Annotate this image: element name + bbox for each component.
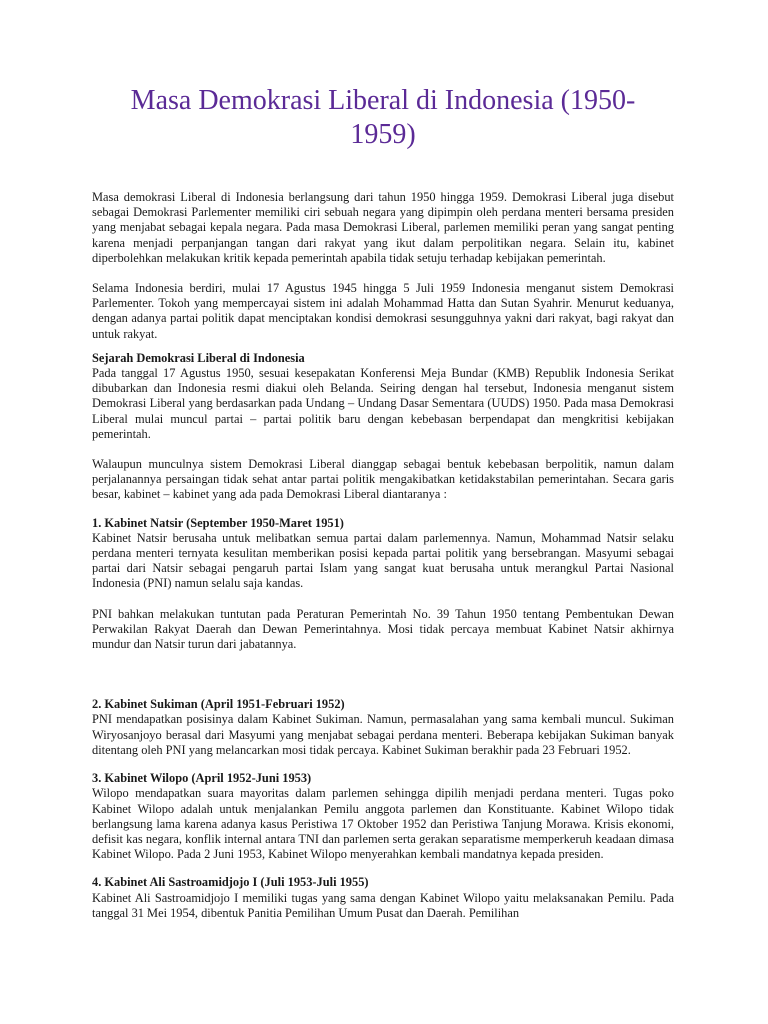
section-heading: Sejarah Demokrasi Liberal di Indonesia: [92, 350, 305, 365]
section-kabinet-ali: [92, 875, 674, 921]
section-paragraph: Kabinet Ali Sastroamidjojo I memiliki tugas yang sama dengan Kabinet Wilopo yaitu melaksanakan Pemilu. Pada tanggal 31 Mei 1954, dibentuk Panitia Pemilihan Umum Pusat dan Daerah. Pemilihan: [92, 890, 674, 920]
section-heading: 3. Kabinet Wilopo (April 1952-Juni 1953): [92, 771, 312, 786]
intro-paragraph-2: Selama Indonesia berdiri, mulai 17 Agustus 1945 hingga 5 Juli 1959 Indonesia menganut sistem Demokrasi Parlementer. Tokoh yang mempercayai sistem ini adalah Mohammad Hatta dan Sutan Syahrir. Menurut keduanya, dengan adanya partai politik dapat menciptakan kondisi demokrasi sesungguhnya yakni dari rakyat, bagi rakyat dan untuk rakyat.: [92, 281, 674, 341]
section-paragraph: Pada tanggal 17 Agustus 1950, sesuai kesepakatan Konferensi Meja Bundar (KMB) Republik Indonesia Serikat dibubarkan dan Indonesia resmi diakui oleh Belanda. Seiring dengan hal tersebut, Indonesia menganut sistem Demokrasi Liberal yang berdasarkan pada Undang – Undang Dasar Sementara (UUDS) 1950. Pada masa Demokrasi Liberal mulai muncul partai – partai politik baru dengan kebebasan berpendapat dan mengkritisi kebijakan pemerintah.: [92, 366, 674, 441]
section-heading: 4. Kabinet Ali Sastroamidjojo I (Juli 1953-Juli 1955): [92, 875, 369, 890]
section-paragraph: PNI bahkan melakukan tuntutan pada Peraturan Pemerintah No. 39 Tahun 1950 tentang Pembentukan Dewan Perwakilan Rakyat Daerah dan Dewan Pemerintahnya. Mosi tidak percaya membuat Kabinet Natsir akhirnya mundur dan Natsir turun dari jabatannya.: [92, 606, 674, 652]
intro-paragraph-1: Masa demokrasi Liberal di Indonesia berlangsung dari tahun 1950 hingga 1959. Demokrasi Liberal juga disebut sebagai Demokrasi Parlementer memiliki ciri sebuah negara yang dipimpin oleh perdana menteri bersama presiden yang menjabat sebagai kepala negara. Pada masa Demokrasi Liberal, parlemen memiliki peran yang sangat penting karena menjadi perpanjangan tangan dari rakyat yang ikut dalam perpolitikan negara. Selain itu, kabinet diperbolehkan melakukan kritik kepada pemerintah apabila tidak setuju terhadap kebijakan pemerintah.: [92, 190, 674, 265]
section-kabinet-wilopo: [92, 771, 674, 862]
document-page: [92, 84, 674, 936]
blank-line: [92, 667, 674, 697]
section-sejarah: [92, 351, 674, 503]
section-paragraph: Wilopo mendapatkan suara mayoritas dalam parlemen sehingga dipilih menjadi perdana menteri. Tugas poko Kabinet Wilopo adalah untuk menjalankan Pemilu anggota parlemen dan Konstituante. Kabinet Wilopo tidak berlangsung lama karena adanya kasus Peristiwa 17 Oktober 1952 dan Peristiwa Tanjung Morawa. Krisis ekonomi, defisit kas negara, konflik internal antara TNI dan parlemen serta gerakan separatisme memperkeruh keadaan dimasa Kabinet Wilopo. Pada 2 Juni 1953, Kabinet Wilopo menyerahkan kembali mandatnya kepada presiden.: [92, 786, 674, 862]
page-title: Masa Demokrasi Liberal di Indonesia (1950-1959): [130, 85, 636, 150]
section-heading: 2. Kabinet Sukiman (April 1951-Februari 1952): [92, 697, 345, 712]
section-kabinet-sukiman: [92, 697, 674, 758]
section-paragraph: PNI mendapatkan posisinya dalam Kabinet Sukiman. Namun, permasalahan yang sama kembali muncul. Sukiman Wiryosanjoyo berasal dari Masyumi yang menjabat sebagai perdana menteri. Beberapa kebijakan Sukiman banyak ditentang oleh PNI yang melancarkan mosi tidak percaya. Kabinet Sukiman berakhir pada 23 Februari 1952.: [92, 712, 674, 757]
section-heading: 1. Kabinet Natsir (September 1950-Maret 1951): [92, 515, 344, 530]
section-kabinet-natsir: [92, 516, 674, 653]
section-paragraph: Kabinet Natsir berusaha untuk melibatkan semua partai dalam parlemennya. Namun, Mohammad Natsir selaku perdana menteri ternyata kesulitan memberikan posisi kepada partai politik yang bersebrangan. Masyumi sebagai partai dari Natsir sebagai pengaruh partai Islam yang sangat kuat berusaha untuk merangkul Partai Nasional Indonesia (PNI) namun selalu saja kandas.: [92, 530, 674, 591]
section-paragraph: Walaupun munculnya sistem Demokrasi Liberal dianggap sebagai bentuk kebebasan berpolitik, namun dalam perjalanannya persaingan tidak sehat antar partai politik mengakibatkan ketidakstabilan pemerintahan. Secara garis besar, kabinet – kabinet yang ada pada Demokrasi Liberal diantaranya :: [92, 457, 674, 502]
